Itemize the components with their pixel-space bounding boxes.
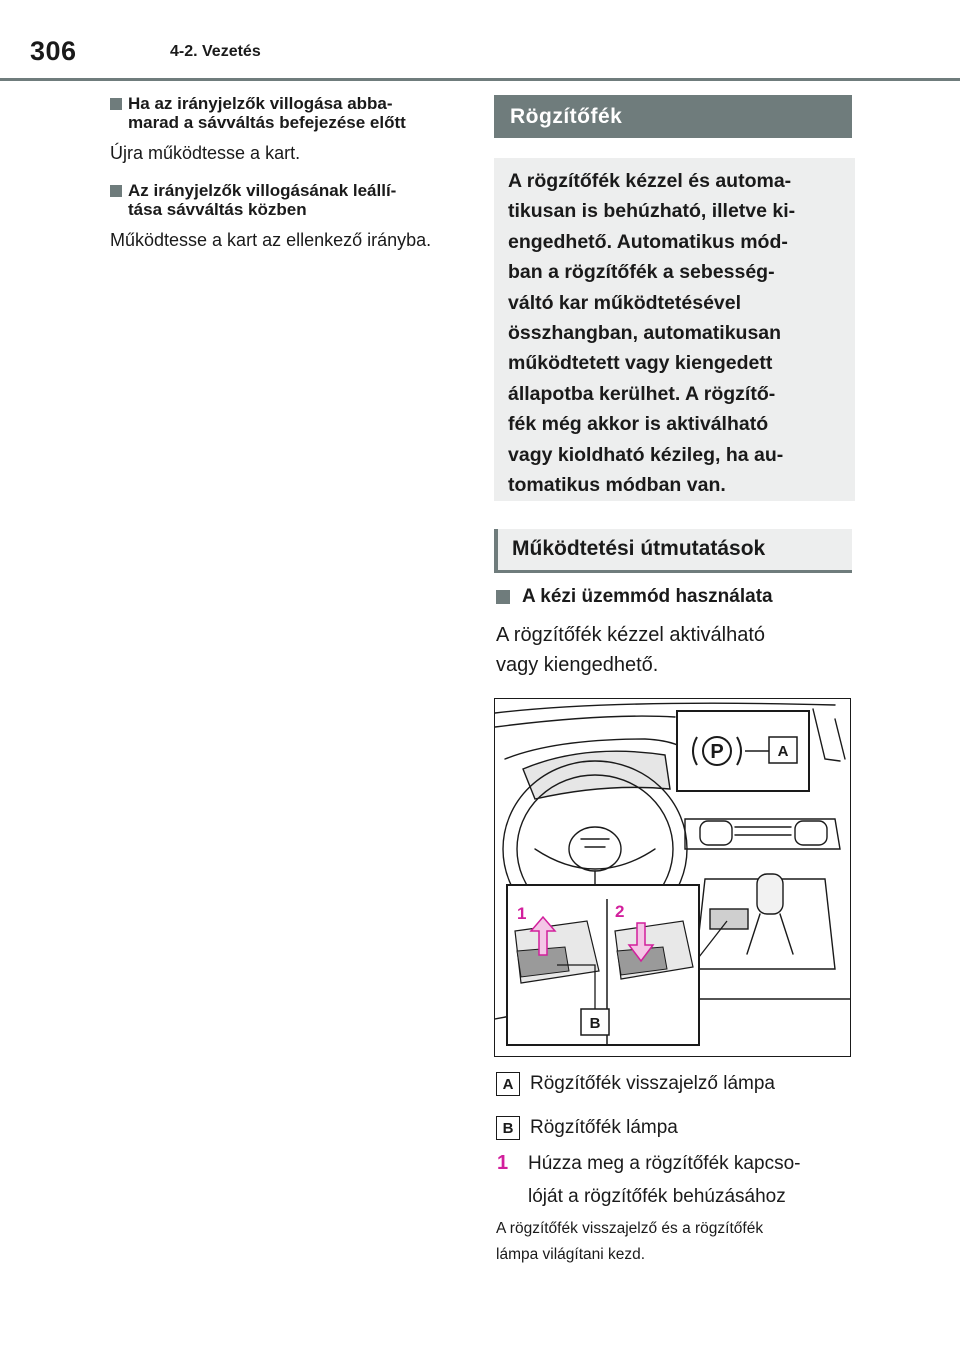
intro-text: A rögzítőfék kézzel és automa- tikusan is behúzható, illetve ki- engedhető. Automatikus mód- ban a rögzítőfék a sebesség- váltó kar működtetésével összhangban, automatikusan működtetett vagy kiengedett állapotba kerülhet. A rögzítő- fék még akkor is aktiválható vagy kioldható kézileg, ha au- tomatikus módban van. (508, 170, 796, 497)
legend-a-text: Rögzítőfék visszajelző lámpa (530, 1073, 775, 1094)
manual-mode-text: A rögzítőfék kézzel aktiválható vagy kiengedhető. (496, 624, 766, 676)
bullet-square-icon (110, 185, 122, 197)
indicator-callout (677, 711, 809, 791)
heading-turn-signal-stops-text: Ha az irányjelzők villogása abba- marad a sávváltás befejezése előtt (128, 94, 406, 132)
note-text: A rögzítőfék visszajelző és a rögzítőfék lámpa világítani kezd. (496, 1220, 764, 1263)
parking-brake-illustration (494, 698, 851, 1057)
legend-a (496, 1072, 775, 1096)
page-number: 306 (30, 36, 77, 66)
figure-step-1: 1 (517, 904, 527, 923)
heading-turn-signal-cancel (110, 181, 460, 219)
section-title: 4-2. Vezetés (170, 43, 261, 60)
sub-header-instructions: Működtetési útmutatások (494, 529, 852, 573)
body-text-opposite: Működtesse a kart az ellenkező irányba. (110, 230, 432, 250)
heading-manual-mode-text: A kézi üzemmód használata (522, 586, 773, 607)
dashboard-drawing (495, 699, 851, 1057)
bullet-square-icon (110, 98, 122, 110)
figure-label-a: A (777, 743, 789, 760)
indicator-p-symbol: P (710, 741, 724, 763)
figure-step-2: 2 (615, 902, 625, 921)
heading-turn-signal-stops (110, 94, 460, 132)
heading-turn-signal-cancel-text: Az irányjelzők villogásának leállí- tása sávváltás közben (128, 181, 397, 219)
legend-a-box: A (496, 1072, 520, 1096)
intro-box (494, 158, 855, 501)
legend-b (496, 1116, 678, 1140)
body-text-reoperate: Újra működtesse a kart. (110, 143, 301, 163)
step-number: 1 (497, 1152, 509, 1174)
bullet-square-icon (496, 590, 510, 604)
legend-b-box: B (496, 1116, 520, 1140)
step-text: Húzza meg a rögzítőfék kapcso- lóját a rögzítőfék behúzásához (528, 1153, 801, 1207)
header-rule (0, 78, 960, 81)
section-header-parking-brake: Rögzítőfék (494, 95, 852, 138)
figure-label-b: B (589, 1015, 601, 1032)
heading-manual-mode (496, 586, 773, 608)
legend-b-text: Rögzítőfék lámpa (530, 1117, 678, 1138)
